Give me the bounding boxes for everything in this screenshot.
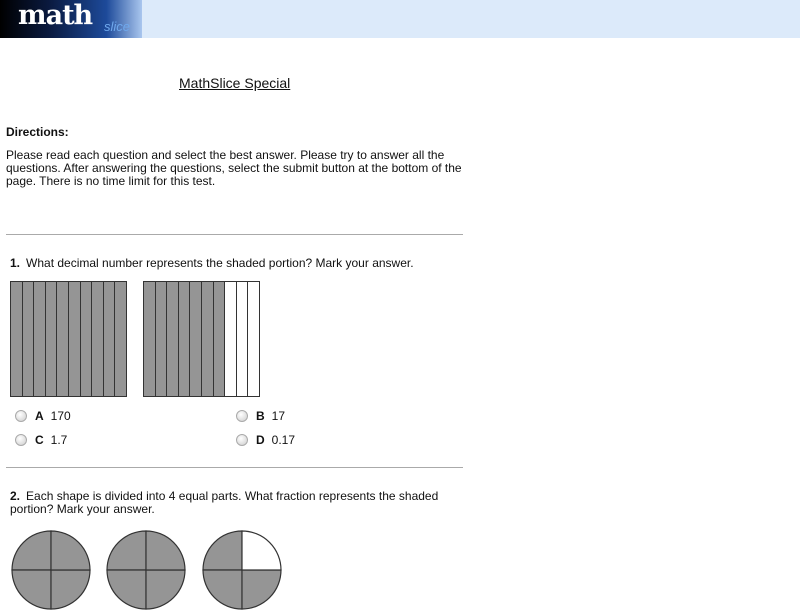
circle-quarter — [51, 531, 90, 570]
radio-button[interactable] — [15, 410, 27, 422]
grid-strip — [156, 282, 168, 396]
grid-strip — [69, 282, 81, 396]
option-letter: C — [35, 433, 44, 447]
question-text: Each shape is divided into 4 equal parts. What fraction represents the shaded portion? Mark your answer. — [10, 489, 439, 516]
circle-quarter — [107, 570, 146, 609]
circle-quarter — [51, 570, 90, 609]
grid-strip — [115, 282, 126, 396]
option-b[interactable] — [236, 409, 285, 423]
fraction-circle-1 — [10, 529, 92, 611]
grid-strip — [190, 282, 202, 396]
grid-strip — [46, 282, 58, 396]
option-value: 170 — [50, 409, 71, 423]
option-d[interactable] — [236, 433, 295, 447]
grid-strip — [167, 282, 179, 396]
logo-subtext: slice — [104, 19, 131, 34]
grid-strip — [237, 282, 249, 396]
fraction-circle-2 — [105, 529, 187, 611]
divider — [6, 467, 463, 468]
circle-quarter — [242, 531, 281, 570]
circle-quarter — [203, 570, 242, 609]
option-letter: D — [256, 433, 265, 447]
radio-button[interactable] — [15, 434, 27, 446]
radio-button[interactable] — [236, 434, 248, 446]
page-title: MathSlice Special — [179, 75, 291, 91]
grid-strip — [225, 282, 237, 396]
directions-heading: Directions: — [6, 125, 69, 139]
question-1 — [10, 257, 460, 270]
circle-quarter — [242, 570, 281, 609]
grid-strip — [104, 282, 116, 396]
grid-strip — [248, 282, 259, 396]
divider — [6, 234, 463, 235]
option-value: 17 — [271, 409, 286, 423]
grid-strip — [92, 282, 104, 396]
question-2 — [10, 490, 450, 516]
logo-text: math — [18, 0, 93, 31]
header-banner — [0, 0, 800, 38]
grid-strip — [23, 282, 35, 396]
circle-quarter — [107, 531, 146, 570]
circle-quarter — [146, 531, 185, 570]
option-c[interactable] — [15, 433, 67, 447]
radio-button[interactable] — [236, 410, 248, 422]
circle-quarter — [146, 570, 185, 609]
mathslice-logo[interactable] — [0, 0, 142, 38]
option-letter: A — [35, 409, 44, 423]
fraction-circle-3 — [201, 529, 283, 611]
option-value: 1.7 — [50, 433, 68, 447]
option-letter: B — [256, 409, 265, 423]
circle-quarter — [12, 570, 51, 609]
grid-strip — [144, 282, 156, 396]
question-number: 1. — [10, 256, 21, 270]
grid-strip — [81, 282, 93, 396]
grid-strip — [57, 282, 69, 396]
directions-text: Please read each question and select the best answer. Please try to answer all the questions. After answering the questions, select the submit button at the bottom of the page. There is no time limit for this test. — [6, 148, 462, 188]
decimal-grid-2 — [143, 281, 260, 397]
question-number: 2. — [10, 489, 21, 503]
circle-quarter — [12, 531, 51, 570]
option-a[interactable] — [15, 409, 71, 423]
circle-quarter — [203, 531, 242, 570]
decimal-grid-1 — [10, 281, 127, 397]
grid-strip — [11, 282, 23, 396]
grid-strip — [202, 282, 214, 396]
grid-strip — [179, 282, 191, 396]
grid-strip — [214, 282, 226, 396]
option-value: 0.17 — [271, 433, 296, 447]
grid-strip — [34, 282, 46, 396]
question-text: What decimal number represents the shaded portion? Mark your answer. — [26, 256, 414, 270]
